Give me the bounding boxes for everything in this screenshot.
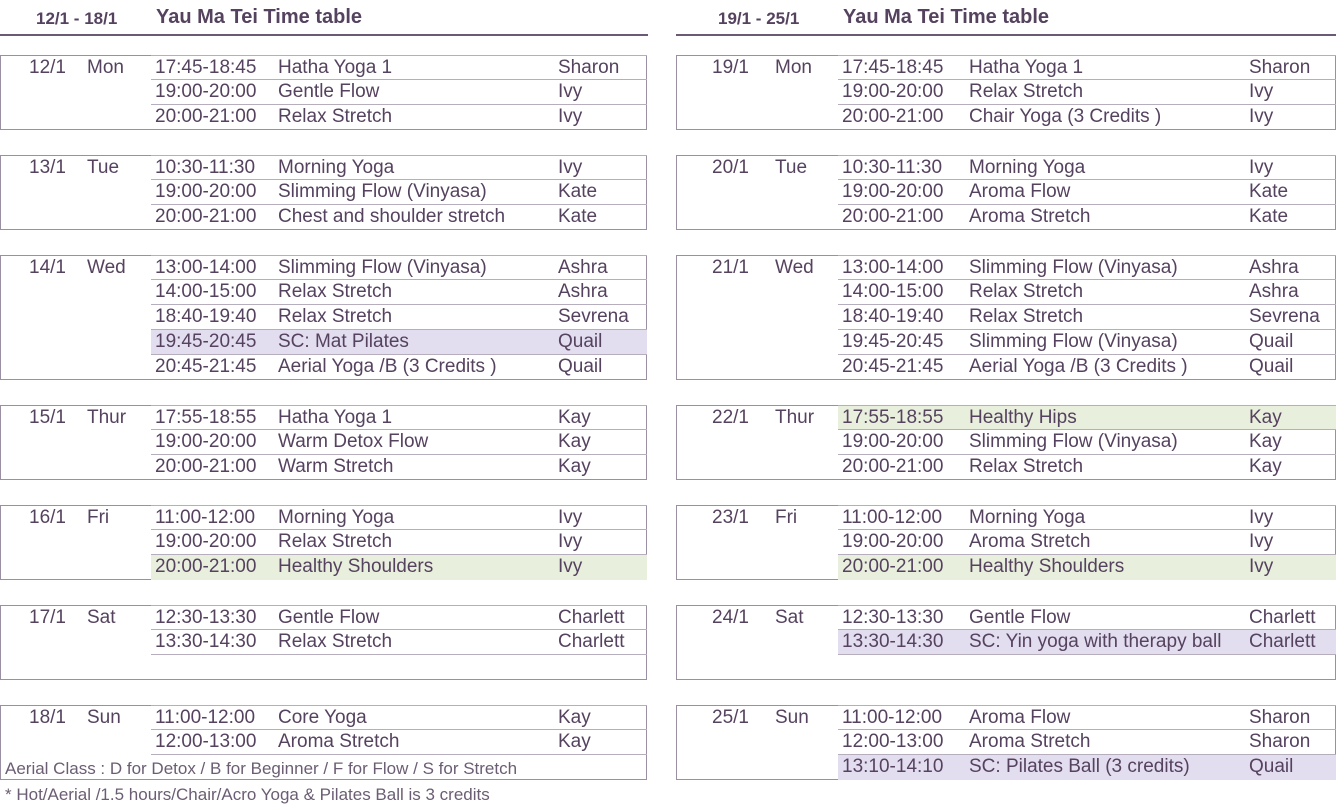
class-teacher: Ivy	[558, 531, 583, 552]
class-row	[838, 555, 1336, 580]
day-of-week: Tue	[87, 157, 120, 178]
class-teacher: Ivy	[558, 556, 583, 577]
class-teacher: Sharon	[1249, 57, 1311, 78]
class-name: Relax Stretch	[969, 456, 1084, 477]
day-date: 19/1	[712, 57, 749, 78]
class-row	[151, 405, 647, 430]
day-date: 23/1	[712, 507, 749, 528]
class-name: Aerial Yoga /B (3 Credits )	[969, 356, 1188, 377]
class-row	[151, 105, 647, 130]
day-block	[0, 405, 647, 480]
class-time: 19:00-20:00	[155, 81, 257, 102]
day-of-week: Mon	[87, 57, 124, 78]
class-row	[151, 505, 647, 530]
class-name: Relax Stretch	[278, 306, 393, 327]
class-name: Relax Stretch	[278, 281, 393, 302]
class-time: 20:45-21:45	[155, 356, 257, 377]
timetable-title: Yau Ma Tei Time table	[843, 6, 1049, 28]
class-row	[151, 280, 647, 305]
class-row	[151, 80, 647, 105]
class-time: 13:30-14:30	[842, 631, 944, 652]
class-row	[838, 455, 1336, 480]
class-time: 11:00-12:00	[155, 507, 256, 528]
day-of-week: Sat	[87, 607, 116, 628]
class-name: Healthy Shoulders	[278, 556, 434, 577]
class-name: Slimming Flow (Vinyasa)	[278, 181, 487, 202]
class-teacher: Ivy	[558, 507, 583, 528]
class-row	[151, 155, 647, 180]
class-name: Morning Yoga	[278, 507, 395, 528]
class-teacher: Kay	[558, 407, 591, 428]
class-teacher: Quail	[1249, 331, 1294, 352]
day-date: 22/1	[712, 407, 749, 428]
class-row	[838, 55, 1336, 80]
day-block	[0, 155, 647, 230]
class-teacher: Ashra	[1249, 257, 1299, 278]
timetable-week-2	[676, 0, 1336, 807]
class-row	[151, 205, 647, 230]
day-of-week: Fri	[775, 507, 798, 528]
class-time: 14:00-15:00	[842, 281, 944, 302]
class-time: 19:00-20:00	[842, 431, 944, 452]
week-range: 19/1 - 25/1	[718, 9, 800, 28]
class-name: Aroma Flow	[969, 707, 1071, 728]
class-time: 13:00-14:00	[155, 257, 257, 278]
day-of-week: Thur	[87, 407, 127, 428]
class-row	[838, 505, 1336, 530]
class-time: 19:00-20:00	[155, 181, 257, 202]
class-row	[838, 630, 1336, 655]
day-of-week: Wed	[87, 257, 126, 278]
class-time: 19:00-20:00	[155, 531, 257, 552]
class-name: Morning Yoga	[969, 157, 1086, 178]
day-date: 13/1	[29, 157, 66, 178]
class-time: 17:45-18:45	[155, 57, 257, 78]
class-teacher: Quail	[558, 356, 603, 377]
class-time: 20:00-21:00	[155, 556, 257, 577]
class-name: Chest and shoulder stretch	[278, 206, 506, 227]
day-date: 16/1	[29, 507, 66, 528]
class-row	[151, 55, 647, 80]
day-of-week: Sun	[87, 707, 121, 728]
day-block	[0, 605, 647, 680]
class-time: 19:00-20:00	[842, 181, 944, 202]
day-of-week: Mon	[775, 57, 812, 78]
class-time: 20:45-21:45	[842, 356, 944, 377]
class-name: Slimming Flow (Vinyasa)	[278, 257, 487, 278]
class-row	[838, 730, 1336, 755]
class-name: Gentle Flow	[278, 607, 380, 628]
day-of-week: Sat	[775, 607, 804, 628]
class-name: Gentle Flow	[969, 607, 1071, 628]
class-name: Hatha Yoga 1	[278, 407, 393, 428]
class-time: 10:30-11:30	[842, 157, 943, 178]
class-time: 20:00-21:00	[155, 206, 257, 227]
class-teacher: Kate	[1249, 206, 1289, 227]
class-row	[838, 305, 1336, 330]
day-of-week: Fri	[87, 507, 110, 528]
class-time: 18:40-19:40	[155, 306, 257, 327]
class-row	[838, 280, 1336, 305]
class-teacher: Sharon	[558, 57, 620, 78]
class-teacher: Kay	[1249, 431, 1282, 452]
class-time: 12:00-13:00	[155, 731, 257, 752]
class-teacher: Ashra	[558, 281, 608, 302]
class-teacher: Ivy	[1249, 157, 1274, 178]
class-row	[151, 430, 647, 455]
class-name: Relax Stretch	[278, 631, 393, 652]
class-row	[151, 730, 647, 755]
day-block	[676, 255, 1336, 380]
class-name: Warm Stretch	[278, 456, 394, 477]
class-name: Morning Yoga	[969, 507, 1086, 528]
day-date: 25/1	[712, 707, 749, 728]
day-date: 24/1	[712, 607, 749, 628]
class-time: 11:00-12:00	[842, 507, 943, 528]
day-of-week: Wed	[775, 257, 814, 278]
class-time: 10:30-11:30	[155, 157, 256, 178]
class-time: 12:00-13:00	[842, 731, 944, 752]
class-teacher: Ivy	[558, 106, 583, 127]
class-teacher: Kate	[558, 181, 598, 202]
class-time: 20:00-21:00	[842, 556, 944, 577]
class-name: Gentle Flow	[278, 81, 380, 102]
day-block	[676, 705, 1336, 780]
class-row	[838, 155, 1336, 180]
class-name: SC: Mat Pilates	[278, 331, 409, 352]
day-block	[676, 605, 1336, 680]
class-time: 12:30-13:30	[842, 607, 944, 628]
class-teacher: Ivy	[558, 81, 583, 102]
header-divider	[676, 34, 1336, 36]
class-row	[838, 180, 1336, 205]
class-teacher: Sharon	[1249, 707, 1311, 728]
class-time: 20:00-21:00	[155, 456, 257, 477]
class-row	[838, 255, 1336, 280]
class-name: SC: Yin yoga with therapy ball	[969, 631, 1222, 652]
class-row	[151, 530, 647, 555]
day-date: 12/1	[29, 57, 66, 78]
class-name: Relax Stretch	[278, 531, 393, 552]
day-date: 20/1	[712, 157, 749, 178]
class-teacher: Ivy	[1249, 556, 1274, 577]
day-of-week: Sun	[775, 707, 809, 728]
class-row	[838, 205, 1336, 230]
class-row	[151, 605, 647, 630]
class-time: 17:45-18:45	[842, 57, 944, 78]
class-row	[151, 330, 647, 355]
class-teacher: Sharon	[1249, 731, 1311, 752]
class-teacher: Ashra	[558, 257, 608, 278]
class-name: Chair Yoga (3 Credits )	[969, 106, 1162, 127]
day-block	[676, 505, 1336, 580]
class-teacher: Charlett	[558, 607, 625, 628]
day-block	[0, 55, 647, 130]
class-teacher: Kay	[558, 456, 591, 477]
class-row	[151, 305, 647, 330]
class-teacher: Kay	[1249, 456, 1282, 477]
class-time: 17:55-18:55	[842, 407, 944, 428]
footnote-credits: * Hot/Aerial /1.5 hours/Chair/Acro Yoga & Pilates Ball is 3 credits	[5, 785, 490, 804]
class-time: 12:30-13:30	[155, 607, 257, 628]
class-name: Aerial Yoga /B (3 Credits )	[278, 356, 497, 377]
class-name: Morning Yoga	[278, 157, 395, 178]
timetable-week-1	[0, 0, 648, 807]
class-name: Slimming Flow (Vinyasa)	[969, 257, 1178, 278]
class-name: Slimming Flow (Vinyasa)	[969, 431, 1178, 452]
class-row	[838, 405, 1336, 430]
class-teacher: Kate	[558, 206, 598, 227]
class-name: Relax Stretch	[969, 81, 1084, 102]
class-row	[838, 330, 1336, 355]
class-time: 14:00-15:00	[155, 281, 257, 302]
day-block	[676, 55, 1336, 130]
class-row	[838, 355, 1336, 380]
class-row	[151, 355, 647, 380]
class-name: Healthy Hips	[969, 407, 1077, 428]
day-block	[0, 505, 647, 580]
class-teacher: Charlett	[1249, 631, 1316, 652]
class-name: Warm Detox Flow	[278, 431, 429, 452]
timetable-title: Yau Ma Tei Time table	[156, 6, 362, 28]
day-block	[676, 405, 1336, 480]
class-time: 19:00-20:00	[842, 531, 944, 552]
class-name: Aroma Stretch	[278, 731, 400, 752]
class-name: Aroma Stretch	[969, 731, 1091, 752]
class-teacher: Quail	[1249, 756, 1294, 777]
class-row	[151, 180, 647, 205]
day-date: 17/1	[29, 607, 66, 628]
class-name: Hatha Yoga 1	[278, 57, 393, 78]
class-time: 19:00-20:00	[842, 81, 944, 102]
class-name: Healthy Shoulders	[969, 556, 1125, 577]
week-range: 12/1 - 18/1	[36, 9, 118, 28]
class-row	[838, 755, 1336, 780]
class-row	[838, 530, 1336, 555]
class-teacher: Quail	[1249, 356, 1294, 377]
class-time: 20:00-21:00	[155, 106, 257, 127]
class-row	[838, 605, 1336, 630]
class-name: SC: Pilates Ball (3 credits)	[969, 756, 1190, 777]
day-date: 14/1	[29, 257, 66, 278]
class-teacher: Quail	[558, 331, 603, 352]
class-name: Slimming Flow (Vinyasa)	[969, 331, 1178, 352]
class-name: Relax Stretch	[969, 281, 1084, 302]
class-name: Relax Stretch	[969, 306, 1084, 327]
day-of-week: Tue	[775, 157, 808, 178]
day-of-week: Thur	[775, 407, 815, 428]
footnote-aerial: Aerial Class : D for Detox / B for Beginner / F for Flow / S for Stretch	[5, 759, 518, 778]
class-teacher: Ivy	[1249, 531, 1274, 552]
class-time: 19:00-20:00	[155, 431, 257, 452]
class-teacher: Sevrena	[558, 306, 629, 327]
class-row	[151, 555, 647, 580]
class-time: 20:00-21:00	[842, 106, 944, 127]
class-row	[838, 705, 1336, 730]
class-name: Aroma Stretch	[969, 206, 1091, 227]
class-teacher: Kate	[1249, 181, 1289, 202]
day-date: 21/1	[712, 257, 749, 278]
class-teacher: Charlett	[558, 631, 625, 652]
class-row	[838, 105, 1336, 130]
class-name: Relax Stretch	[278, 106, 393, 127]
header-divider	[0, 34, 648, 36]
class-teacher: Charlett	[1249, 607, 1316, 628]
class-name: Aroma Stretch	[969, 531, 1091, 552]
class-time: 19:45-20:45	[155, 331, 257, 352]
class-time: 20:00-21:00	[842, 206, 944, 227]
class-teacher: Kay	[558, 731, 591, 752]
class-teacher: Kay	[558, 707, 591, 728]
class-time: 17:55-18:55	[155, 407, 257, 428]
class-time: 11:00-12:00	[155, 707, 256, 728]
day-date: 18/1	[29, 707, 66, 728]
class-teacher: Ivy	[558, 157, 583, 178]
class-row	[151, 705, 647, 730]
class-teacher: Ivy	[1249, 507, 1274, 528]
class-teacher: Kay	[1249, 407, 1282, 428]
class-row	[151, 630, 647, 655]
class-teacher: Kay	[558, 431, 591, 452]
day-date: 15/1	[29, 407, 66, 428]
class-row	[838, 430, 1336, 455]
class-name: Hatha Yoga 1	[969, 57, 1084, 78]
class-row	[151, 255, 647, 280]
class-teacher: Ivy	[1249, 81, 1274, 102]
class-teacher: Ivy	[1249, 106, 1274, 127]
day-block	[0, 255, 647, 380]
class-time: 20:00-21:00	[842, 456, 944, 477]
class-name: Core Yoga	[278, 707, 367, 728]
class-time: 13:10-14:10	[842, 756, 944, 777]
class-time: 18:40-19:40	[842, 306, 944, 327]
class-time: 19:45-20:45	[842, 331, 944, 352]
day-block	[676, 155, 1336, 230]
class-time: 11:00-12:00	[842, 707, 943, 728]
class-row	[838, 80, 1336, 105]
class-name: Aroma Flow	[969, 181, 1071, 202]
class-teacher: Sevrena	[1249, 306, 1320, 327]
class-teacher: Ashra	[1249, 281, 1299, 302]
class-time: 13:30-14:30	[155, 631, 257, 652]
class-row	[151, 455, 647, 480]
class-time: 13:00-14:00	[842, 257, 944, 278]
